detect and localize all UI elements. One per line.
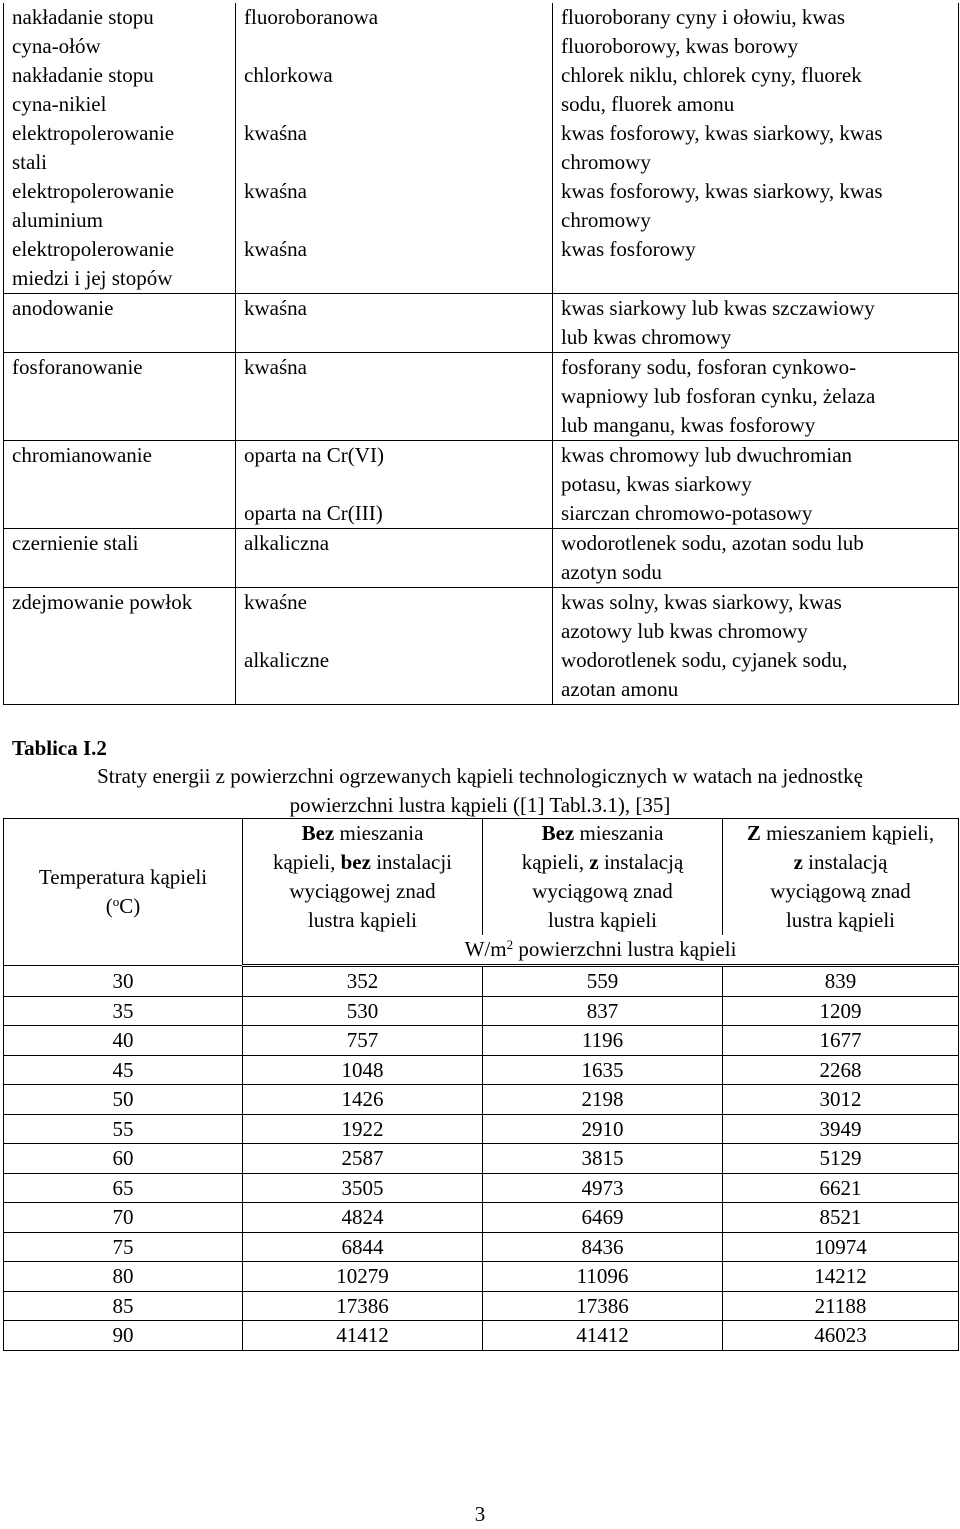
cell-temperature: 30 <box>4 966 243 997</box>
cell-process: elektropolerowanie stali <box>4 119 236 177</box>
cell-process <box>4 646 236 705</box>
table-row <box>4 1026 959 1056</box>
cell-value: 6844 <box>243 1232 483 1262</box>
cell-temperature: 35 <box>4 996 243 1026</box>
table-row <box>4 1144 959 1174</box>
cell-chemicals: kwas fosforowy <box>553 235 959 294</box>
cell-temperature: 50 <box>4 1085 243 1115</box>
table-row <box>4 1321 959 1351</box>
cell-chemicals: chlorek niklu, chlorek cyny, fluorek sodu, fluorek amonu <box>553 61 959 119</box>
table-row <box>4 119 959 177</box>
cell-value: 3949 <box>723 1114 959 1144</box>
energy-loss-table <box>3 818 959 1351</box>
table-row <box>4 3 959 61</box>
cell-temperature: 45 <box>4 1055 243 1085</box>
cell-temperature: 75 <box>4 1232 243 1262</box>
table-row <box>4 1232 959 1262</box>
header-col-1: Bez mieszania kąpieli, bez instalacji wyciągowej znad lustra kąpieli <box>243 819 483 936</box>
header-temperature: Temperatura kąpieli ($^o$C) <box>4 819 243 966</box>
cell-temperature: 90 <box>4 1321 243 1351</box>
cell-type: kwaśne <box>236 588 553 647</box>
table-row <box>4 1085 959 1115</box>
table-row <box>4 61 959 119</box>
table-row <box>4 646 959 705</box>
table-row <box>4 235 959 294</box>
page-number: 3 <box>474 1502 486 1526</box>
cell-chemicals: siarczan chromowo-potasowy <box>553 499 959 529</box>
table-row <box>4 1291 959 1321</box>
cell-chemicals: fosforany sodu, fosforan cynkowo- wapniowy lub fosforan cynku, żelaza lub manganu, kwas fosforowy <box>553 353 959 441</box>
cell-type: alkaliczne <box>236 646 553 705</box>
cell-value: 17386 <box>243 1291 483 1321</box>
table-row <box>4 1055 959 1085</box>
cell-value: 839 <box>723 966 959 997</box>
cell-type: alkaliczna <box>236 529 553 588</box>
cell-value: 10974 <box>723 1232 959 1262</box>
cell-value: 10279 <box>243 1262 483 1292</box>
cell-type: kwaśna <box>236 294 553 353</box>
cell-type: kwaśna <box>236 235 553 294</box>
cell-value: 3815 <box>483 1144 723 1174</box>
cell-value: 4973 <box>483 1173 723 1203</box>
cell-value: 1209 <box>723 996 959 1026</box>
cell-chemicals: wodorotlenek sodu, cyjanek sodu, azotan amonu <box>553 646 959 705</box>
cell-process: fosforanowanie <box>4 353 236 441</box>
cell-chemicals: kwas fosforowy, kwas siarkowy, kwas chromowy <box>553 119 959 177</box>
cell-temperature: 70 <box>4 1203 243 1233</box>
cell-temperature: 55 <box>4 1114 243 1144</box>
cell-type: oparta na Cr(III) <box>236 499 553 529</box>
cell-type: oparta na Cr(VI) <box>236 441 553 500</box>
table-row <box>4 966 959 997</box>
cell-value: 41412 <box>483 1321 723 1351</box>
cell-value: 14212 <box>723 1262 959 1292</box>
cell-value: 8436 <box>483 1232 723 1262</box>
cell-chemicals: kwas siarkowy lub kwas szczawiowy lub kwas chromowy <box>553 294 959 353</box>
cell-value: 46023 <box>723 1321 959 1351</box>
cell-value: 3505 <box>243 1173 483 1203</box>
table-title: Tablica I.2 <box>12 736 107 760</box>
cell-process: nakładanie stopu cyna-nikiel <box>4 61 236 119</box>
table-row <box>4 996 959 1026</box>
cell-value: 5129 <box>723 1144 959 1174</box>
cell-value: 3012 <box>723 1085 959 1115</box>
cell-temperature: 60 <box>4 1144 243 1174</box>
cell-chemicals: kwas chromowy lub dwuchromian potasu, kwas siarkowy <box>553 441 959 500</box>
cell-process: elektropolerowanie miedzi i jej stopów <box>4 235 236 294</box>
cell-chemicals: kwas solny, kwas siarkowy, kwas azotowy lub kwas chromowy <box>553 588 959 647</box>
cell-value: 2910 <box>483 1114 723 1144</box>
table-row <box>4 529 959 588</box>
cell-value: 1048 <box>243 1055 483 1085</box>
header-col-3: Z mieszaniem kąpieli, z instalacją wyciągową znad lustra kąpieli <box>723 819 959 936</box>
cell-chemicals: fluoroborany cyny i ołowiu, kwas fluoroborowy, kwas borowy <box>553 3 959 61</box>
header-col-2: Bez mieszania kąpieli, z instalacją wyciągową znad lustra kąpieli <box>483 819 723 936</box>
cell-type: kwaśna <box>236 177 553 235</box>
cell-value: 6621 <box>723 1173 959 1203</box>
cell-value: 8521 <box>723 1203 959 1233</box>
table-row <box>4 1173 959 1203</box>
cell-chemicals: wodorotlenek sodu, azotan sodu lub azotyn sodu <box>553 529 959 588</box>
cell-value: 4824 <box>243 1203 483 1233</box>
cell-process: elektropolerowanie aluminium <box>4 177 236 235</box>
table-row <box>4 1114 959 1144</box>
table-row <box>4 1203 959 1233</box>
cell-value: 352 <box>243 966 483 997</box>
table-row <box>4 441 959 500</box>
cell-value: 1635 <box>483 1055 723 1085</box>
cell-value: 1196 <box>483 1026 723 1056</box>
cell-value: 17386 <box>483 1291 723 1321</box>
cell-process: nakładanie stopu cyna-ołów <box>4 3 236 61</box>
cell-chemicals: kwas fosforowy, kwas siarkowy, kwas chromowy <box>553 177 959 235</box>
cell-type: chlorkowa <box>236 61 553 119</box>
cell-temperature: 80 <box>4 1262 243 1292</box>
cell-value: 6469 <box>483 1203 723 1233</box>
cell-value: 1922 <box>243 1114 483 1144</box>
table-row <box>4 294 959 353</box>
cell-value: 2587 <box>243 1144 483 1174</box>
cell-value: 21188 <box>723 1291 959 1321</box>
cell-temperature: 65 <box>4 1173 243 1203</box>
cell-value: 41412 <box>243 1321 483 1351</box>
cell-type: kwaśna <box>236 353 553 441</box>
header-unit: $W/m^2$ powierzchni lustra kąpieli <box>243 935 959 966</box>
cell-value: 1426 <box>243 1085 483 1115</box>
cell-process: czernienie stali <box>4 529 236 588</box>
cell-temperature: 40 <box>4 1026 243 1056</box>
cell-value: 2268 <box>723 1055 959 1085</box>
cell-process <box>4 499 236 529</box>
cell-value: 559 <box>483 966 723 997</box>
table-row <box>4 177 959 235</box>
cell-value: 1677 <box>723 1026 959 1056</box>
cell-value: 757 <box>243 1026 483 1056</box>
cell-temperature: 85 <box>4 1291 243 1321</box>
table-caption: Straty energii z powierzchni ogrzewanych kąpieli technologicznych w watach na jednostkę powierzchni lustra kąpieli ([1] Tabl.3.1), [35] <box>97 764 863 817</box>
cell-process: anodowanie <box>4 294 236 353</box>
table-row <box>4 499 959 529</box>
processes-table <box>3 3 959 705</box>
cell-process: zdejmowanie powłok <box>4 588 236 647</box>
table-row <box>4 353 959 441</box>
cell-value: 530 <box>243 996 483 1026</box>
cell-process: chromianowanie <box>4 441 236 500</box>
cell-type: fluoroboranowa <box>236 3 553 61</box>
cell-value: 2198 <box>483 1085 723 1115</box>
cell-type: kwaśna <box>236 119 553 177</box>
table-row <box>4 1262 959 1292</box>
cell-value: 837 <box>483 996 723 1026</box>
table-row <box>4 588 959 647</box>
cell-value: 11096 <box>483 1262 723 1292</box>
